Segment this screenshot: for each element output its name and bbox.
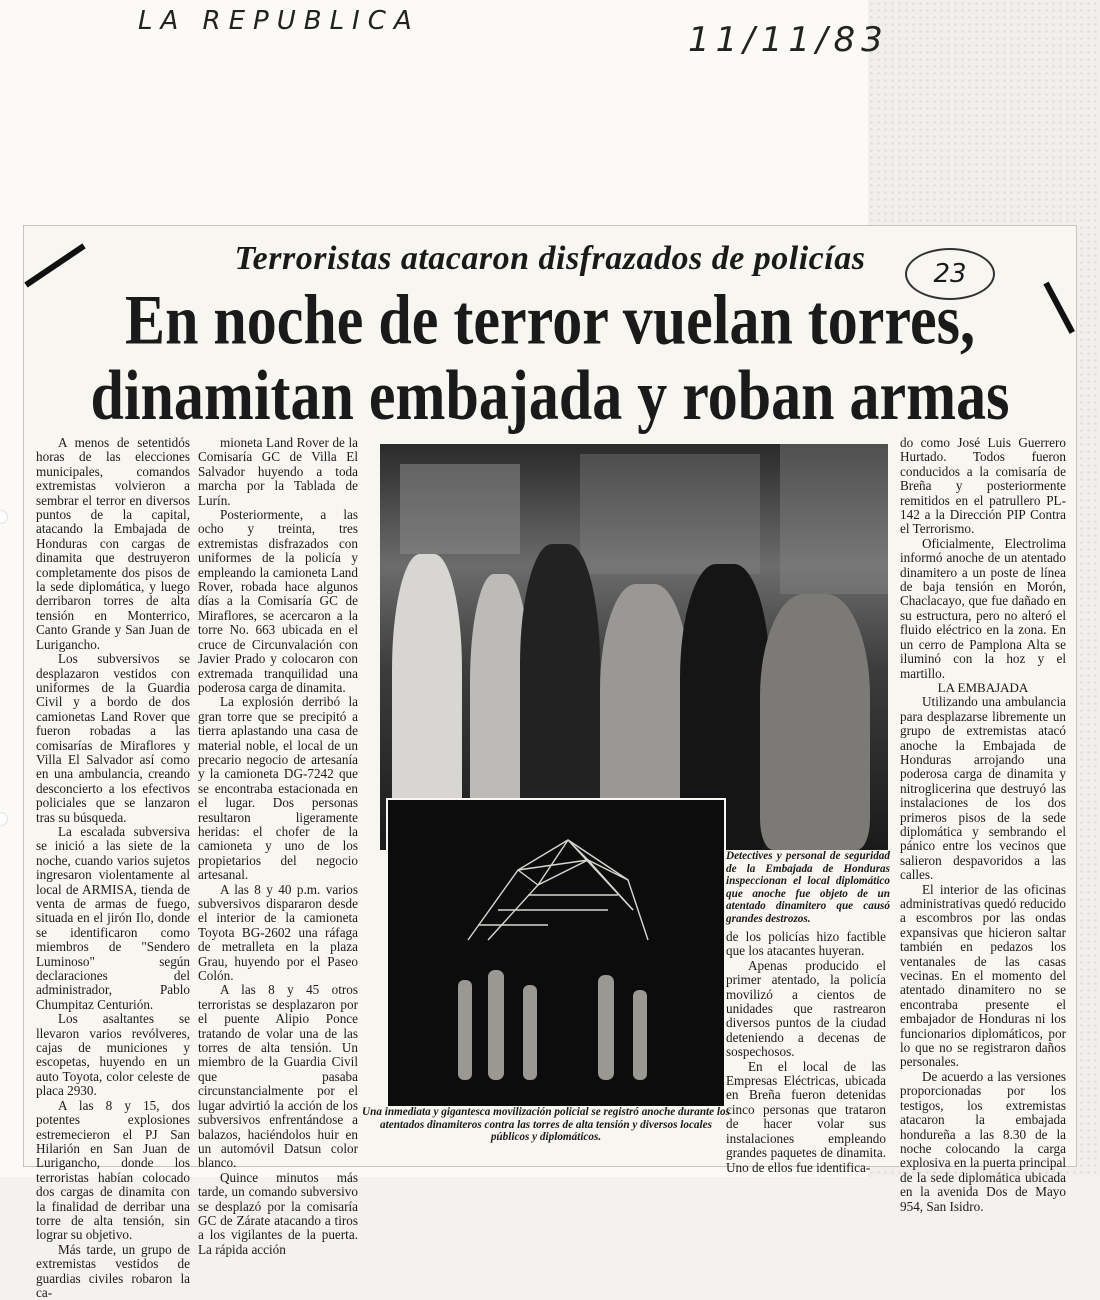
photo-window (780, 444, 888, 594)
paragraph: Posteriormente, a las ocho y treinta, tres extremistas disfrazados con uniformes de la policía y empleando la camioneta Land Rover, robada hace algunos días a la Comisaría GC de Miraflores, se acercaron a la torre No. 663 ubicada en el cruce de Circunvalación con Javier Prado y colocaron con extremada tranquilidad una poderosa carga de dinamita. (198, 507, 358, 695)
section-subhead: LA EMBAJADA (937, 679, 1029, 695)
paragraph: de los policías hizo factible que los atacantes huyeran. (726, 929, 886, 959)
photo-window (400, 464, 520, 554)
photo-people-silhouettes (448, 950, 668, 1090)
article-column-2 (198, 436, 358, 1257)
paragraph: A las 8 y 45 otros terroristas se desplazaron por el puente Alipio Ponce tratando de volar una de las torres de alta tensión. Un miembro de la Guardia Civil que pasaba circunstancialmente por el lugar advirtió la acción de los subversivos enfrentándose a balazos, haciéndolos huir en un automóvil Datsun color blanco. (198, 982, 358, 1171)
paragraph: En el local de las Empresas Eléctricas, ubicada en Breña fueron detenidas cinco personas que trataron de hacer volar sus instalaciones empleando grandes paquetes de dinamita. Uno de ellos fue identifica- (726, 1058, 886, 1175)
paragraph: mioneta Land Rover de la Comisaría GC de Villa El Salvador huyendo a toda marcha por la Tablada de Lurín. (198, 435, 358, 508)
handwritten-publication: LA REPUBLICA (138, 6, 420, 36)
photo-embassy-inspection (380, 444, 888, 850)
paragraph: Más tarde, un grupo de extremistas vestidos de guardias civiles robaron la ca- (36, 1241, 190, 1300)
paragraph: De acuerdo a las versiones proporcionadas por los testigos, los extremistas atacaron la embajada hondureña a las 8.30 de la noche colocando la carga explosiva en la puerta principal de la sede diplomática ubicada en la avenida Dos de Mayo 954, San Isidro. (900, 1068, 1066, 1214)
tower-illustration (458, 830, 658, 960)
paragraph: Utilizando una ambulancia para desplazarse libremente un grupo de extremistas atacó anoche la Embajada de Honduras arrojando una poderosa carga de dinamita y nitroglicerina que destruyó las instalaciones de los dos primeros pisos de la sede diplomática y sembrando el pánico entre los vecinos que salieron despavoridos a las calles. (900, 694, 1066, 883)
paragraph: Oficialmente, Electrolima informó anoche de un atentado dinamitero a un poste de línea de baja tensión en Morón, Chaclacayo, que fue dañado en su estructura, pero no alteró el fluido eléctrico en la zona. En un cerro de Pamplona Alta se iluminó con la hoz y el martillo. (900, 535, 1066, 681)
article-column-3 (900, 436, 1066, 1214)
paragraph: A las 8 y 15, dos potentes explosiones estremecieron el PJ San Hilarión en San Juan de Lurigancho, donde los terroristas habían colocado dos cargas de dinamita con la finalidad de derribar una torre de alta tensión, sin lograr su objetivo. (36, 1097, 190, 1243)
handwritten-date: 11/11/83 (688, 20, 889, 60)
paragraph: El interior de las oficinas administrativas quedó reducido a escombros por las ondas expansivas que hicieron saltar también en pedazos los ventanales de las casas vecinas. En el momento del atentado dinamitero no se encontraba presente el embajador de Honduras ni los funcionarios diplomáticos, por lo que no se registraron daños personales. (900, 881, 1066, 1070)
handwritten-number: 23 (905, 248, 995, 300)
paragraph: Los subversivos se desplazaron vestidos con uniformes de la Guardia Civil y a bordo de dos camionetas Land Rover que fueron robadas a las comisarías de Miraflores y Villa El Salvador así como en una ambulancia, creando desconcierto a los efectivos policiales que se lanzaron tras su búsqueda. (36, 651, 190, 825)
article-headline (30, 282, 1070, 433)
headline-line: dinamitan embajada y roban armas (90, 356, 1010, 435)
photo-caption-2: Una inmediata y gigantesca movilización policial se registró anoche durante los atentados dinamiteros contra las torres de alta tensión y diversos locales públicos y diplomáticos. (362, 1106, 730, 1144)
paragraph: A menos de setentidós horas de las elecciones municipales, comandos extremistas volvieron a sembrar el terror en diversos puntos de la capital, atacando la Embajada de Honduras con cargas de dinamita que destruyeron completamente dos pisos de la sede diplomática, y luego derribaron torres de alta tensión en Monterrico, Canto Grande y San Juan de Lurigancho. (36, 435, 190, 652)
paragraph: do como José Luis Guerrero Hurtado. Todos fueron conducidos a la comisaría de Breña y posteriormente remitidos en el patrullero PL-142 a la Dirección PIP Contra el Terrorismo. (900, 435, 1066, 537)
photo-window (580, 454, 760, 574)
article-column-2b (726, 930, 886, 1175)
photo-person (760, 594, 870, 850)
paragraph: Los asaltantes se llevaron varios revólveres, cajas de municiones y escopetas, huyendo en un auto Toyota, color celeste de placa 2930. (36, 1011, 190, 1099)
paragraph: La escalada subversiva se inició a las siete de la noche, cuando varios sujetos ingresaron violentamente al local de ARMISA, tienda de venta de armas de fuego, situada en el jirón Ilo, donde se identificaron como miembros de "Sendero Luminoso" según declaraciones del administrador, Pablo Chumpitaz Centurión. (36, 823, 190, 1012)
paragraph: La explosión derribó la gran torre que se precipitó a tierra aplastando una casa de material noble, el local de un precario negocio de artesanía y la camioneta DG-7242 que se encontraba estacionada en el lugar. Dos personas resultaron ligeramente heridas: el chofer de la camioneta y uno de los propietarios del negocio artesanal. (198, 694, 358, 883)
paragraph: Apenas producido el primer atentado, la policía movilizó a cientos de unidades que rastrearon diversos puntos de la ciudad deteniendo a decenas de sospechosos. (726, 957, 886, 1060)
photo-fallen-tower (386, 798, 726, 1108)
article-column-1 (36, 436, 190, 1300)
photo-caption-1: Detectives y personal de seguridad de la Embajada de Honduras inspeccionan el local diplomático que anoche fue objeto de un atentado dinamitero que causó grandes destrozos. (726, 850, 890, 925)
headline-line: En noche de terror vuelan torres, (125, 280, 975, 359)
article-kicker: Terroristas atacaron disfrazados de policías (234, 240, 866, 277)
paragraph: Quince minutos más tarde, un comando subversivo se desplazó por la comisaría GC de Zárate atacando a tiros a los vigilantes de la puerta. La rápida acción (198, 1169, 358, 1257)
paragraph: A las 8 y 40 p.m. varios subversivos dispararon desde el interior de la camioneta Toyota BG-2602 una ráfaga de metralleta en la plaza Grau, huyendo por el Paseo Colón. (198, 881, 358, 984)
